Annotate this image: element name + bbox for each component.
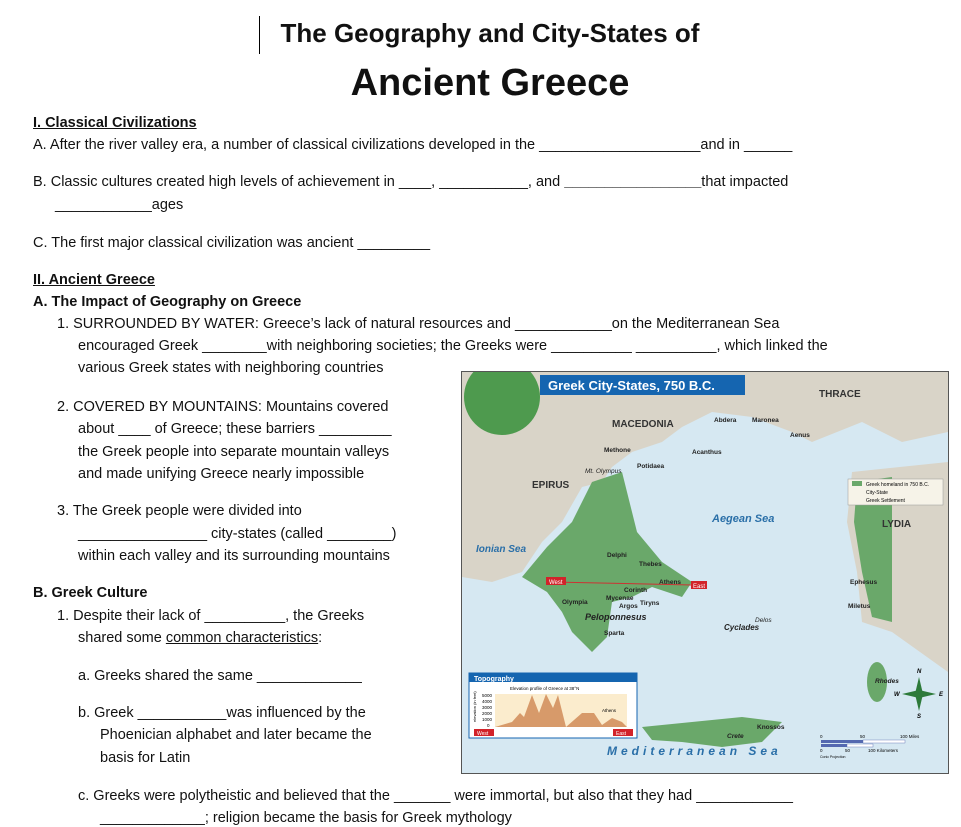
inset-subtitle: Elevation profile of Greece at 38°N: [510, 686, 580, 691]
subheading-geography: A. The Impact of Geography on Greece: [33, 294, 302, 310]
region-label: LYDIA: [882, 519, 912, 530]
sea-label: Mediterranean Sea: [607, 744, 782, 758]
place-label: Acanthus: [692, 449, 722, 456]
item-bb-line2: Phoenician alphabet and later became the: [100, 727, 372, 743]
item-bc-line1: c. Greeks were polytheistic and believed that the _______ were immortal, but also that they had ____________: [78, 788, 793, 804]
compass-n: N: [917, 669, 922, 675]
item-b1-line1: 1. Despite their lack of __________, the Greeks: [57, 608, 365, 624]
scale-label: 50: [845, 748, 851, 753]
place-label: Rhodes: [875, 678, 899, 685]
item-a3-line2: ________________ city-states (called ________): [78, 526, 397, 542]
scale-label: 100 Miles: [900, 734, 920, 739]
place-label: Olympia: [562, 599, 588, 606]
sea-label: Aegean Sea: [712, 513, 775, 525]
item-ba: a. Greeks shared the same _____________: [78, 668, 362, 684]
inset-west: West: [477, 731, 489, 737]
map-legend: [848, 479, 943, 505]
item-a2-line2: about ____ of Greece; these barriers _________: [78, 421, 392, 437]
compass-w: W: [894, 692, 900, 698]
inset-ylabel: elevation (in feet): [472, 691, 477, 722]
place-label: Knossos: [757, 724, 785, 731]
topography-inset: [469, 673, 637, 738]
scale-label: 100 Kilometers: [868, 748, 899, 753]
item-a1-line2: encouraged Greek ________with neighboring societies; the Greeks were __________ __________, which linked the: [78, 338, 828, 354]
place-label: Delphi: [607, 552, 627, 559]
item-a3-line3: within each valley and its surrounding mountains: [78, 548, 390, 564]
ytick: 3000: [482, 705, 493, 710]
item-b: [33, 173, 788, 191]
projection-label: Conic Projection: [820, 755, 846, 759]
item-c: C. The first major classical civilization was ancient _________: [33, 235, 431, 251]
place-label: Argos: [619, 603, 638, 610]
item-b1-text: shared some: [78, 630, 166, 646]
place-label: Tiryns: [640, 600, 660, 607]
region-label: EPIRUS: [532, 480, 570, 491]
item-a2-line1: 2. COVERED BY MOUNTAINS: Mountains covered: [57, 399, 389, 415]
item-b-tail: that impacted: [701, 174, 789, 190]
region-label: MACEDONIA: [612, 419, 674, 430]
item-b-text: B. Classic cultures created high levels of achievement in ____, ___________, and: [33, 174, 565, 190]
map-title: Greek City-States, 750 B.C.: [548, 378, 715, 393]
place-label: Methone: [604, 447, 631, 454]
scale-label: 0: [820, 734, 823, 739]
item-a1-line1: 1. SURROUNDED BY WATER: Greece’s lack of natural resources and ____________on the Mediterranean Sea: [57, 316, 780, 332]
compass-e: E: [939, 692, 944, 698]
place-label: Mt. Olympus: [585, 468, 622, 475]
legend-item: City-State: [866, 490, 888, 496]
legend-item: Greek homeland in 750 B.C.: [866, 482, 930, 488]
west-marker-label: West: [549, 580, 563, 586]
section-heading-classical: I. Classical Civilizations: [33, 115, 197, 131]
place-label: Mycenae: [606, 595, 634, 602]
item-b-cont: ____________ages: [55, 197, 184, 213]
item-bc-line2: _____________; religion became the basis for Greek mythology: [100, 810, 512, 826]
item-a3-line1: 3. The Greek people were divided into: [57, 503, 302, 519]
map-graphic: [462, 372, 948, 773]
place-label: Miletus: [848, 603, 871, 610]
place-label: Ephesus: [850, 579, 878, 586]
section-heading-greece: II. Ancient Greece: [33, 272, 155, 288]
place-label: Crete: [727, 733, 744, 740]
ytick: 1000: [482, 717, 493, 722]
worksheet-title: The Geography and City-States of: [280, 18, 700, 48]
ytick: 5000: [482, 693, 493, 698]
inset-title: Topography: [474, 676, 514, 683]
item-bb-line1: b. Greek ___________was influenced by the: [78, 705, 366, 721]
inset-annotation: Athens: [602, 708, 617, 713]
item-a2-line4: and made unifying Greece nearly impossible: [78, 466, 365, 482]
place-label: Corinth: [624, 587, 648, 594]
place-label: Maronea: [752, 417, 779, 424]
compass-s: S: [917, 714, 922, 720]
item-b1-colon: :: [318, 630, 323, 646]
item-b1-line2: [78, 629, 322, 647]
place-label: Cyclades: [724, 623, 760, 632]
place-label: Abdera: [714, 417, 737, 424]
sea-label: Ionian Sea: [476, 544, 527, 555]
item-bb-line3: basis for Latin: [100, 750, 191, 766]
place-label: Aenus: [790, 432, 810, 439]
item-a2-line3: the Greek people into separate mountain valleys: [78, 444, 390, 460]
ytick: 2000: [482, 711, 493, 716]
place-label: Athens: [659, 579, 682, 586]
legend-item: Greek Settlement: [866, 498, 905, 504]
item-a: A. After the river valley era, a number of classical civilizations developed in the ____________________and in ______: [33, 137, 793, 153]
greek-city-states-map: [461, 371, 949, 774]
item-a1-line3: various Greek states with neighboring countries: [78, 360, 384, 376]
east-marker-label: East: [693, 584, 706, 590]
inset-east: East: [616, 731, 627, 737]
item-b1-underlined: common characteristics: [165, 630, 319, 646]
place-label: Peloponnesus: [585, 612, 647, 622]
place-label: Thebes: [639, 561, 662, 568]
scale-label: 0: [820, 748, 823, 753]
place-label: Sparta: [604, 630, 625, 637]
item-b-blank: _________________: [564, 174, 702, 190]
subheading-culture: B. Greek Culture: [33, 585, 148, 601]
scale-label: 50: [860, 734, 866, 739]
worksheet-subtitle: Ancient Greece: [350, 62, 630, 104]
ytick: 0: [487, 723, 490, 728]
ytick: 4000: [482, 699, 493, 704]
region-label: THRACE: [819, 389, 861, 400]
place-label: Delos: [755, 617, 772, 624]
place-label: Potidaea: [637, 463, 665, 470]
